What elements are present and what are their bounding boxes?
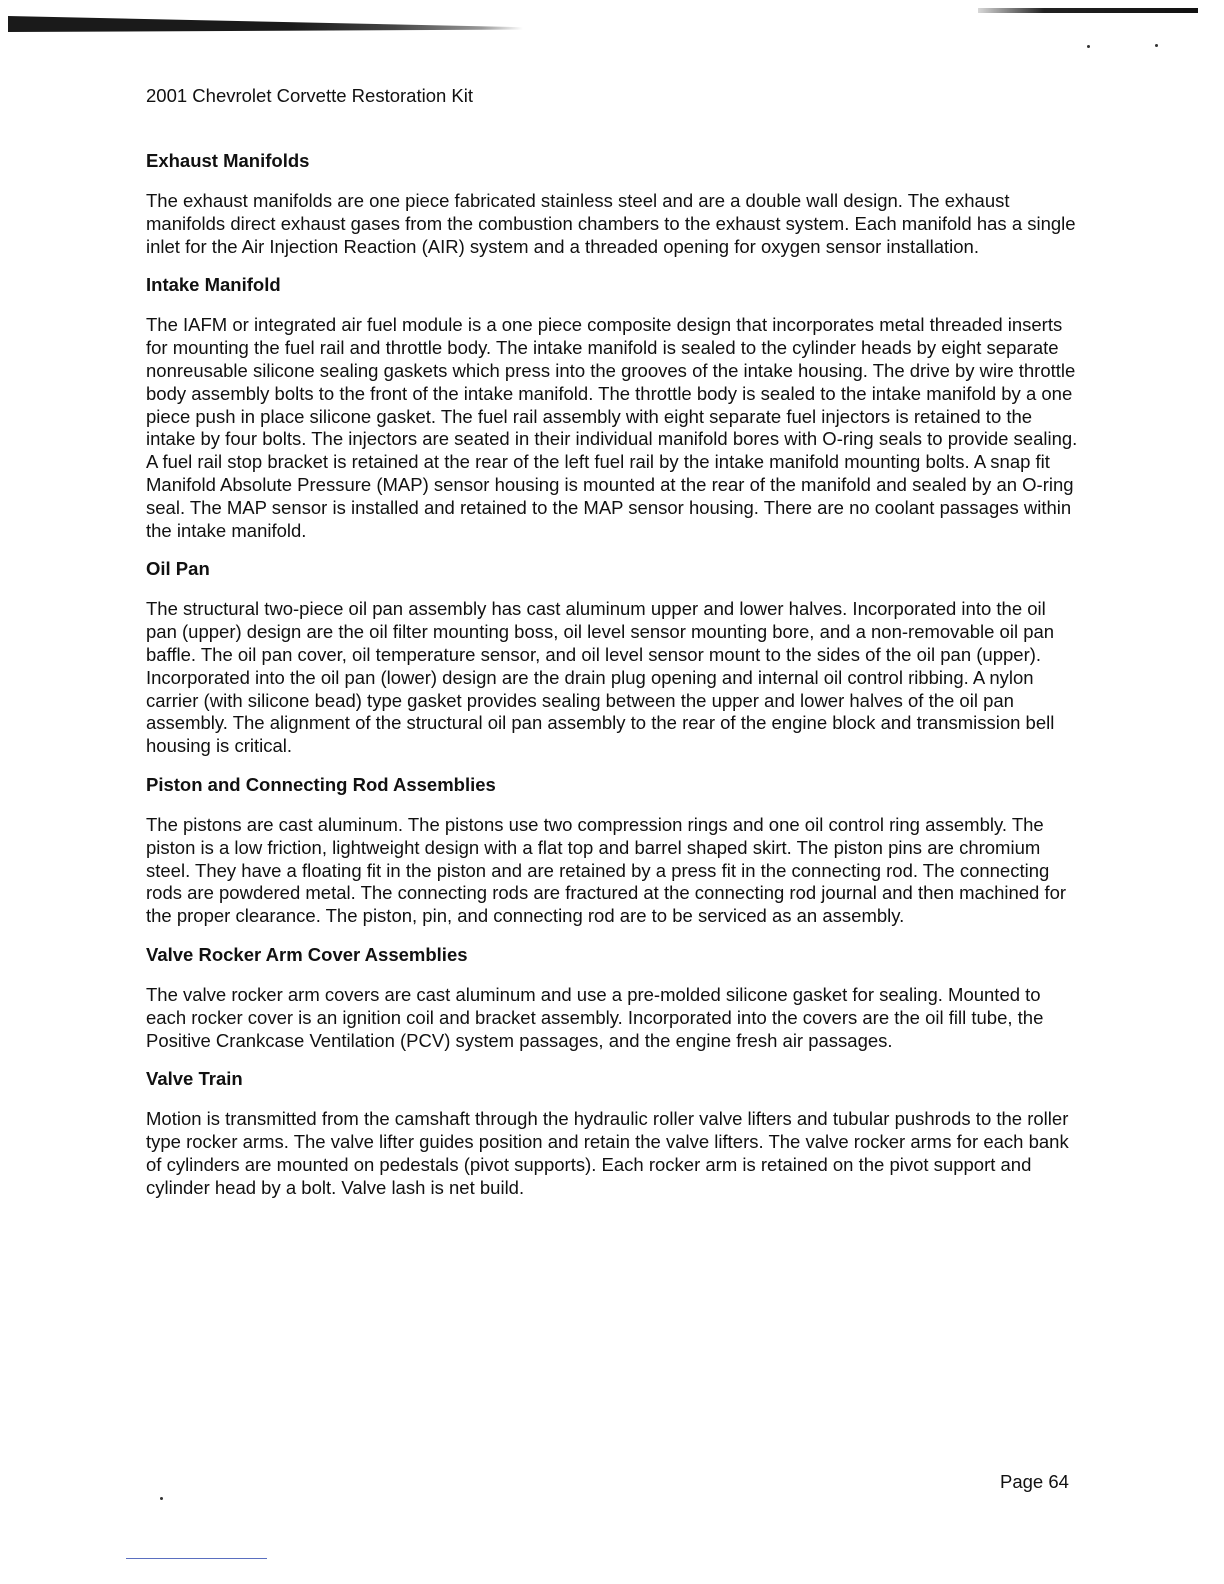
page-number: Page 64 <box>1000 1471 1069 1492</box>
section-valve-train <box>146 1067 1081 1199</box>
section-title: Valve Train <box>146 1068 243 1090</box>
section-body: The pistons are cast aluminum. The pistons use two compression rings and one oil control ring assembly. The piston is a low friction, lightweight design with a flat top and barrel shaped skirt. The piston pins are chromium steel. They have a floating fit in the piston and are retained by a press fit in the connecting rod. The connecting rods are powdered metal. The connecting rods are fractured at the connecting rod journal and then machined for the proper clearance. The piston, pin, and connecting rod are to be serviced as an assembly. <box>146 813 1067 927</box>
document-header: 2001 Chevrolet Corvette Restoration Kit <box>146 85 474 106</box>
section-valve-rocker-arm-cover <box>146 943 1081 1052</box>
section-title: Intake Manifold <box>146 274 281 296</box>
section-exhaust-manifolds <box>146 149 1081 258</box>
scan-artifact-top-right <box>978 8 1198 13</box>
section-title: Piston and Connecting Rod Assemblies <box>146 773 496 795</box>
footer-rule <box>126 1558 267 1559</box>
scan-speck <box>1087 45 1090 48</box>
section-oil-pan <box>146 557 1081 758</box>
section-body: The valve rocker arm covers are cast aluminum and use a pre-molded silicone gasket for sealing. Mounted to each rocker cover is an ignition coil and bracket assembly. Incorporated into the covers are the oil fill tube, the Positive Crankcase Ventilation (PCV) system passages, and the engine fresh air passages. <box>146 983 1044 1051</box>
section-title: Exhaust Manifolds <box>146 150 310 171</box>
section-body: The IAFM or integrated air fuel module is a one piece composite design that incorporates metal threaded inserts for mounting the fuel rail and throttle body. The intake manifold is sealed to the cylinder heads by eight separate nonreusable silicone sealing gaskets which press into the grooves of the intake housing. The drive by wire throttle body assembly bolts to the front of the intake manifold. The throttle body is sealed to the intake manifold by a one piece push in place silicone gasket. The fuel rail assembly with eight separate fuel injectors is retained to the intake by four bolts. The injectors are seated in their individual manifold bores with O-ring seals to provide sealing. A fuel rail stop bracket is retained at the rear of the left fuel rail by the intake manifold mounting bolts. A snap fit Manifold Absolute Pressure (MAP) sensor housing is mounted at the rear of the manifold and sealed by an O-ring seal. The MAP sensor is installed and retained to the MAP sensor housing. There are no coolant passages within the intake manifold. <box>146 314 1078 541</box>
section-intake-manifold <box>146 273 1081 542</box>
scan-artifact-top-left <box>8 16 523 32</box>
section-body: The exhaust manifolds are one piece fabricated stainless steel and are a double wall design. The exhaust manifolds direct exhaust gases from the combustion chambers to the exhaust system. Each manifold has a single inlet for the Air Injection Reaction (AIR) system and a threaded opening for oxygen sensor installation. <box>146 190 1076 257</box>
section-title: Oil Pan <box>146 558 210 580</box>
section-body: Motion is transmitted from the camshaft through the hydraulic roller valve lifters and tubular pushrods to the roller type rocker arms. The valve lifter guides position and retain the valve lifters. The valve rocker arms for each bank of cylinders are mounted on pedestals (pivot supports). Each rocker arm is retained on the pivot support and cylinder head by a bolt. Valve lash is net build. <box>146 1108 1069 1198</box>
section-title: Valve Rocker Arm Cover Assemblies <box>146 943 468 965</box>
section-body: The structural two-piece oil pan assembly has cast aluminum upper and lower halves. Incorporated into the oil pan (upper) design are the oil filter mounting boss, oil level sensor mounting bore, and a non-removable oil pan baffle. The oil pan cover, oil temperature sensor, and oil level sensor mount to the sides of the oil pan (upper). Incorporated into the oil pan (lower) design are the drain plug opening and internal oil control ribbing. A nylon carrier (with silicone bead) type gasket provides sealing between the upper and lower halves of the oil pan assembly. The alignment of the structural oil pan assembly to the rear of the engine block and transmission bell housing is critical. <box>146 598 1055 757</box>
section-piston-connecting-rod <box>146 773 1081 928</box>
document-page <box>146 84 1081 1215</box>
scan-speck <box>1155 44 1158 47</box>
scan-speck <box>160 1497 163 1500</box>
